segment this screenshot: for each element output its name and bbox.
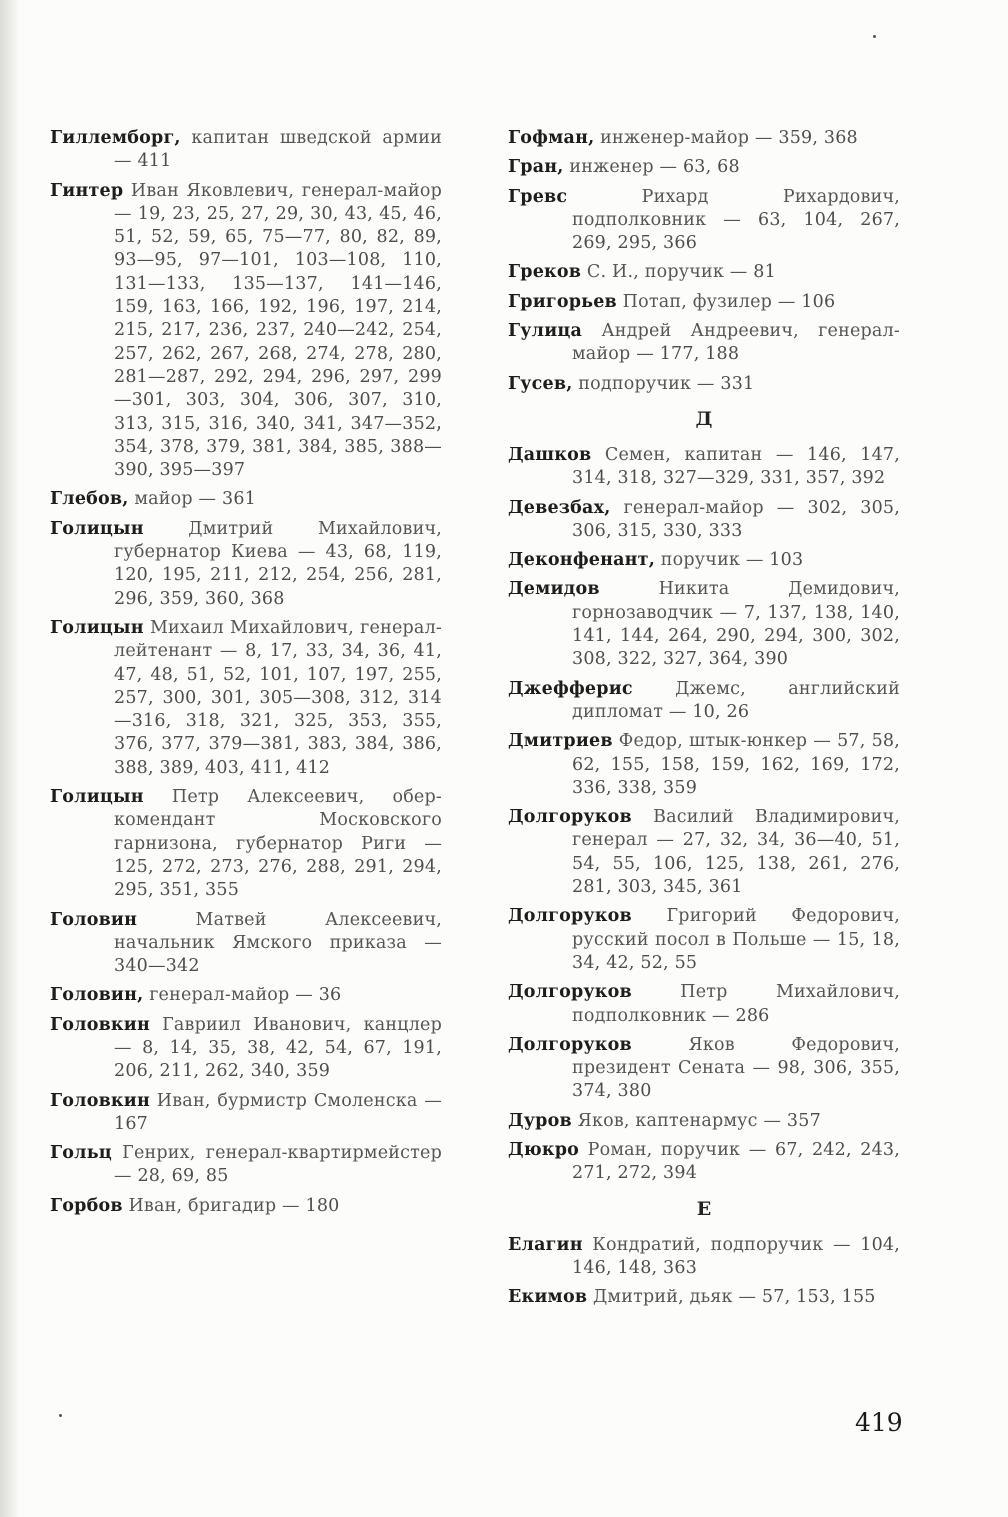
index-entry [508,444,900,491]
index-entry [508,1139,900,1186]
entry-name: Гофман, [508,128,595,148]
entry-name: Головкин [50,1014,150,1035]
entry-pages: 125, 272, 273, 276, 288, 291, 294, 295, 351, 355 [114,856,442,901]
entry-name: Горбов [50,1195,123,1216]
index-entry [508,549,900,572]
entry-name: Григорьев [508,291,617,312]
entry-pages: 10, 26 [692,701,750,722]
index-entry [50,488,442,511]
entry-name: Долгоруков [508,1034,632,1055]
index-entry [508,156,900,179]
entry-pages: 7, 137, 138, 140, 141, 144, 264, 290, 294, 300, 302, 308, 322, 327, 364, 390 [572,602,900,670]
entry-pages: 167 [114,1113,149,1134]
entry-description: Иван, бригадир — [128,1195,300,1216]
entry-pages: 81 [753,262,776,283]
entry-description: Петр Алексеевич, обер-комендант Московского гарнизона, губернатор Риги — [114,787,442,854]
entry-name: Гревс [508,186,568,207]
entry-name: Головин [50,909,138,930]
entry-pages: 286 [735,1005,770,1026]
entry-description: подпоручик — [578,373,715,394]
entry-name: Долгоруков [508,906,632,927]
index-column-left [50,127,442,1224]
entry-description: Потап, фузилер — [622,291,796,312]
index-entry [50,909,442,979]
index-entry [508,578,900,671]
entry-name: Джефферис [508,678,633,699]
entry-description: Дмитрий Михайлович, губернатор Киева — [114,518,442,563]
index-entry [508,1234,900,1281]
entry-description: Иван, бурмистр Смоленска — [156,1090,443,1111]
entry-pages: 57, 153, 155 [761,1287,876,1308]
entry-pages: 8, 14, 35, 38, 42, 54, 67, 191, 206, 211, 262, 340, 359 [114,1037,442,1082]
index-entry [508,806,900,899]
section-letter-d: Д [695,407,713,430]
entry-name: Головкин [50,1090,150,1111]
entry-pages: 8, 17, 33, 34, 36, 41, 47, 48, 51, 52, 101, 107, 197, 255, 257, 300, 301, 305—308, 312, 314—316, 318, 321, 325, 353, 355, 376, 377, 379—381, 383, 384, 386, 388, 389, 403, 411, 412 [114,641,442,778]
index-entry [508,1110,900,1133]
entry-list-e [508,1234,900,1310]
index-entry [50,518,442,611]
entry-name: Гинтер [50,180,124,201]
index-entry [508,730,900,800]
entry-name: Деконфенант, [508,550,656,571]
entry-description: Никита Демидович, горнозаводчик — [572,579,900,623]
entry-description: Петр Михайлович, подполковник — [572,982,900,1026]
entry-description: Рихард Рихардович, подполковник — [572,186,900,230]
entry-name: Дмитриев [508,731,613,752]
entry-name: Греков [508,262,582,283]
index-entry [50,127,442,174]
entry-name: Гусев, [508,373,573,394]
entry-list-g-left [50,127,442,1218]
entry-description: Кондратий, подпоручик — [592,1234,851,1255]
entry-name: Демидов [508,579,600,600]
index-entry [50,180,442,483]
entry-name: Дашков [508,444,592,465]
page-edge-shadow [0,0,20,1517]
print-speck [873,35,876,38]
entry-pages: 104, 146, 148, 363 [572,1234,901,1278]
index-entry [508,497,900,544]
entry-pages: 180 [305,1195,340,1216]
entry-list-d [508,444,900,1186]
print-speck [59,1414,62,1417]
entry-pages: 359, 368 [778,128,858,148]
index-entry [50,1090,442,1137]
entry-name: Головин, [50,985,144,1006]
index-entry [50,984,442,1007]
entry-name: Долгоруков [508,807,632,828]
entry-description: капитан шведской армии — [114,128,442,172]
entry-description: Яков, каптенармус — [577,1110,782,1131]
entry-pages: 340—342 [114,956,200,977]
entry-description: Яков Федорович, президент Сената — [572,1034,901,1079]
entry-pages: 411 [137,151,172,172]
entry-name: Гран, [508,157,564,178]
entry-pages: 63, 68 [682,157,740,178]
entry-pages: 19, 23, 25, 27, 29, 30, 43, 45, 46, 51, 52, 59, 65, 75—77, 80, 82, 89, 93—95, 97—101, 103—108, 110, 131—133, 135—137, 141—146, 159, 163, 166, 192, 196, 197, 214, 215, 217, 236, 237, 240—242, 254, 257, 262, 267, 268, 274, 278, 280, 281—287, 292, 294, 296, 297, 299—301, 303, 304, 306, 307, 310, 313, 315, 316, 340, 341, 347—352, 354, 378, 379, 381, 384, 385, 388—390, 395—397 [114,203,442,481]
index-column-right [508,127,900,1315]
entry-description: Иван Яковлевич, генерал-майор — [114,180,442,224]
entry-description: Гавриил Иванович, канцлер — [114,1014,442,1058]
index-entry [508,981,900,1028]
entry-name: Голицын [50,787,144,808]
entry-description: инженер-майор — [600,128,773,148]
page-number: 419 [855,1408,903,1437]
entry-name: Елагин [508,1234,583,1255]
entry-description: Роман, поручик — [587,1139,767,1160]
index-entry [508,186,900,256]
entry-description: Андрей Андреевич, генерал-майор — [572,321,900,365]
entry-description: Григорий Федорович, русский посол в Польше — [572,906,900,950]
entry-description: С. И., поручик — [586,262,748,283]
entry-pages: 146, 147, 314, 318, 327—329, 331, 357, 392 [572,444,901,489]
entry-name: Глебов, [50,489,129,510]
entry-pages: 98, 306, 355, 374, 380 [572,1058,900,1102]
entry-description: инженер — [569,157,678,178]
index-entry [508,373,900,396]
index-entry [508,1286,900,1309]
entry-pages: 106 [801,291,836,312]
section-letter-e: Е [696,1197,712,1220]
entry-name: Дюкро [508,1139,580,1160]
entry-name: Гулица [508,321,583,342]
entry-description: Матвей Алексеевич, начальник Ямского приказа — [114,909,442,953]
entry-name: Долгоруков [508,982,632,1003]
entry-name: Девезбах, [508,497,611,518]
entry-pages: 15, 18, 34, 42, 52, 55 [572,929,901,973]
index-entry [508,1034,900,1104]
entry-pages: 361 [222,489,257,510]
entry-pages: 63, 104, 267, 269, 295, 366 [572,209,900,254]
entry-name: Дуров [508,1110,572,1131]
entry-name: Гиллемборг, [50,128,181,148]
entry-description: Василий Владимирович, генерал — [572,807,901,851]
entry-description: майор — [134,489,217,510]
entry-pages: 28, 69, 85 [137,1166,229,1187]
entry-description: Михаил Михайлович, генерал-лейтенант — [114,617,442,662]
entry-pages: 331 [720,373,755,394]
entry-pages: 103 [769,550,804,571]
entry-description: Дмитрий, дьяк — [592,1287,757,1308]
entry-pages: 36 [318,985,342,1006]
entry-name: Гольц [50,1143,112,1164]
entry-description: Семен, капитан — [604,444,794,465]
index-entry [50,1142,442,1189]
entry-pages: 67, 242, 243, 271, 272, 394 [572,1139,901,1184]
index-entry [508,320,900,367]
entry-pages: 302, 305, 306, 315, 330, 333 [572,497,900,541]
index-entry [50,786,442,902]
entry-description: поручик — [660,550,764,571]
entry-pages: 43, 68, 119, 120, 195, 211, 212, 254, 256, 281, 296, 359, 360, 368 [114,542,443,609]
entry-pages: 27, 32, 34, 36—40, 51, 54, 55, 106, 125, 138, 261, 276, 281, 303, 345, 361 [572,830,900,898]
index-entry [50,1014,442,1084]
entry-description: генерал-майор — [149,985,313,1006]
index-entry [50,617,442,780]
entry-name: Голицын [50,617,144,638]
entry-description: генерал-майор — [623,497,795,518]
entry-name: Голицын [50,518,144,539]
index-entry [50,1195,442,1218]
index-entry [508,905,900,975]
entry-name: Екимов [508,1287,588,1308]
entry-description: Федор, штык-юнкер — [618,731,831,752]
index-entry [508,291,900,314]
entry-pages: 57, 58, 62, 155, 158, 159, 162, 169, 172, 336, 338, 359 [572,731,901,798]
entry-description: Генрих, генерал-квартирмейстер — [114,1143,442,1187]
index-entry [508,127,900,150]
entry-pages: 177, 188 [659,344,740,365]
index-entry [508,261,900,284]
index-entry [508,678,900,725]
entry-pages: 357 [786,1110,821,1131]
entry-list-g-right [508,127,900,396]
entry-description: Джемс, английский дипломат — [572,678,900,722]
